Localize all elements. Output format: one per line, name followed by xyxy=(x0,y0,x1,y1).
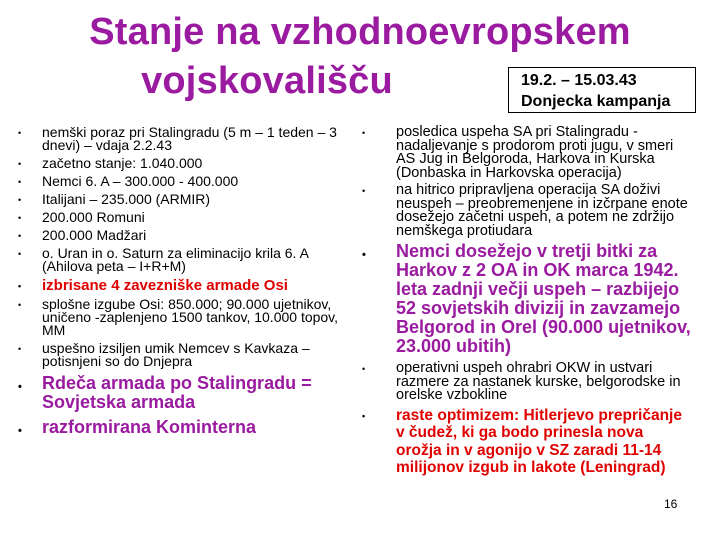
bullet-icon: • xyxy=(18,249,22,259)
bullet-icon: • xyxy=(18,177,22,187)
bullet-icon: • xyxy=(362,186,366,196)
list-item-large: • Rdeča armada po Stalingradu = Sovjetska armada xyxy=(18,373,312,412)
page-number: 16 xyxy=(664,497,678,511)
right-list-bottom xyxy=(362,362,692,477)
bullet-icon: • xyxy=(362,410,366,421)
list-item: • splošne izgube Osi: 850.000; 90.000 ujetnikov, uničeno -zaplenjeno 1500 tankov, 10.000 topov, MM xyxy=(18,296,339,338)
date-box xyxy=(508,67,696,113)
list-item: • 200.000 Romuni xyxy=(18,209,145,225)
bullet-icon: • xyxy=(18,425,22,437)
list-item: • posledica uspeha SA pri Stalingradu - nadaljevanje s prodorom proti jugu, v smeri AS Jug in Belgoroda, Harkova in Kurska (Donbaska in Harkovska operacija) xyxy=(362,124,674,181)
right-column xyxy=(362,126,692,481)
bullet-icon: • xyxy=(18,213,22,223)
list-item: • operativni uspeh ohrabri OKW in ustvari razmere za nastanek kurske, belgorodske in orelske vzbokline xyxy=(362,360,681,403)
list-item: • na hitrico pripravljena operacija SA doživi neuspeh – preobremenjene in izčrpane enote dosežejo začetni uspeh, a potem ne zdržijo nemškega protiudara xyxy=(362,182,688,239)
bullet-icon: • xyxy=(362,128,366,138)
list-item-emphasis: • izbrisane 4 zavezniške armade Osi xyxy=(18,277,288,294)
bullet-icon: • xyxy=(362,364,366,374)
bullet-icon: • xyxy=(18,381,22,393)
bullet-icon: • xyxy=(18,128,22,138)
bullet-icon: • xyxy=(18,281,22,291)
right-list-large xyxy=(362,242,692,356)
list-item: • 200.000 Madžari xyxy=(18,227,147,243)
list-item-emphasis: • raste optimizem: Hitlerjevo prepričanje v čudež, ki ga bodo prinesla nova orožja in v agonijo v SZ zaradi 11-14 milijonov izgub in lakote (Leningrad) xyxy=(362,406,682,476)
title-line-2: vojskovališču xyxy=(141,60,393,102)
bullet-icon: • xyxy=(18,300,22,310)
left-column xyxy=(18,126,348,443)
list-item-large: • Nemci dosežejo v tretji bitki za Harkov z 2 OA in OK marca 1942. leta zadnji večji uspeh – razbijejo 52 sovjetskih divizij in zavzamejo Belgorod in Orel (90.000 ujetnikov, 23.000 ubitih) xyxy=(362,241,691,356)
list-item: • uspešno izsiljen umik Nemcev s Kavkaza – potisnjeni so do Dnjepra xyxy=(18,340,310,369)
title-line-1: Stanje na vzhodnoevropskem xyxy=(89,11,631,53)
list-item-large: • razformirana Kominterna xyxy=(18,418,348,437)
bullet-icon: • xyxy=(18,344,22,354)
list-item: • Nemci 6. A – 300.000 - 400.000 xyxy=(18,173,239,189)
list-item: • Italijani – 235.000 (ARMIR) xyxy=(18,191,211,207)
campaign-name: Donjecka kampanja xyxy=(521,93,671,110)
bullet-icon: • xyxy=(18,195,22,205)
left-list-large xyxy=(18,374,348,437)
bullet-icon: • xyxy=(18,231,22,241)
list-item: • nemški poraz pri Stalingradu (5 m – 1 teden – 3 dnevi) – vdaja 2.2.43 xyxy=(18,124,337,153)
right-list xyxy=(362,126,692,238)
list-item: • začetno stanje: 1.040.000 xyxy=(18,155,203,171)
date-range: 19.2. – 15.03.43 xyxy=(521,72,637,89)
bullet-icon: • xyxy=(18,159,22,169)
left-list xyxy=(18,126,348,368)
list-item: • o. Uran in o. Saturn za eliminacijo krila 6. A (Ahilova peta – I+R+M) xyxy=(18,245,309,274)
bullet-icon: • xyxy=(362,249,366,261)
